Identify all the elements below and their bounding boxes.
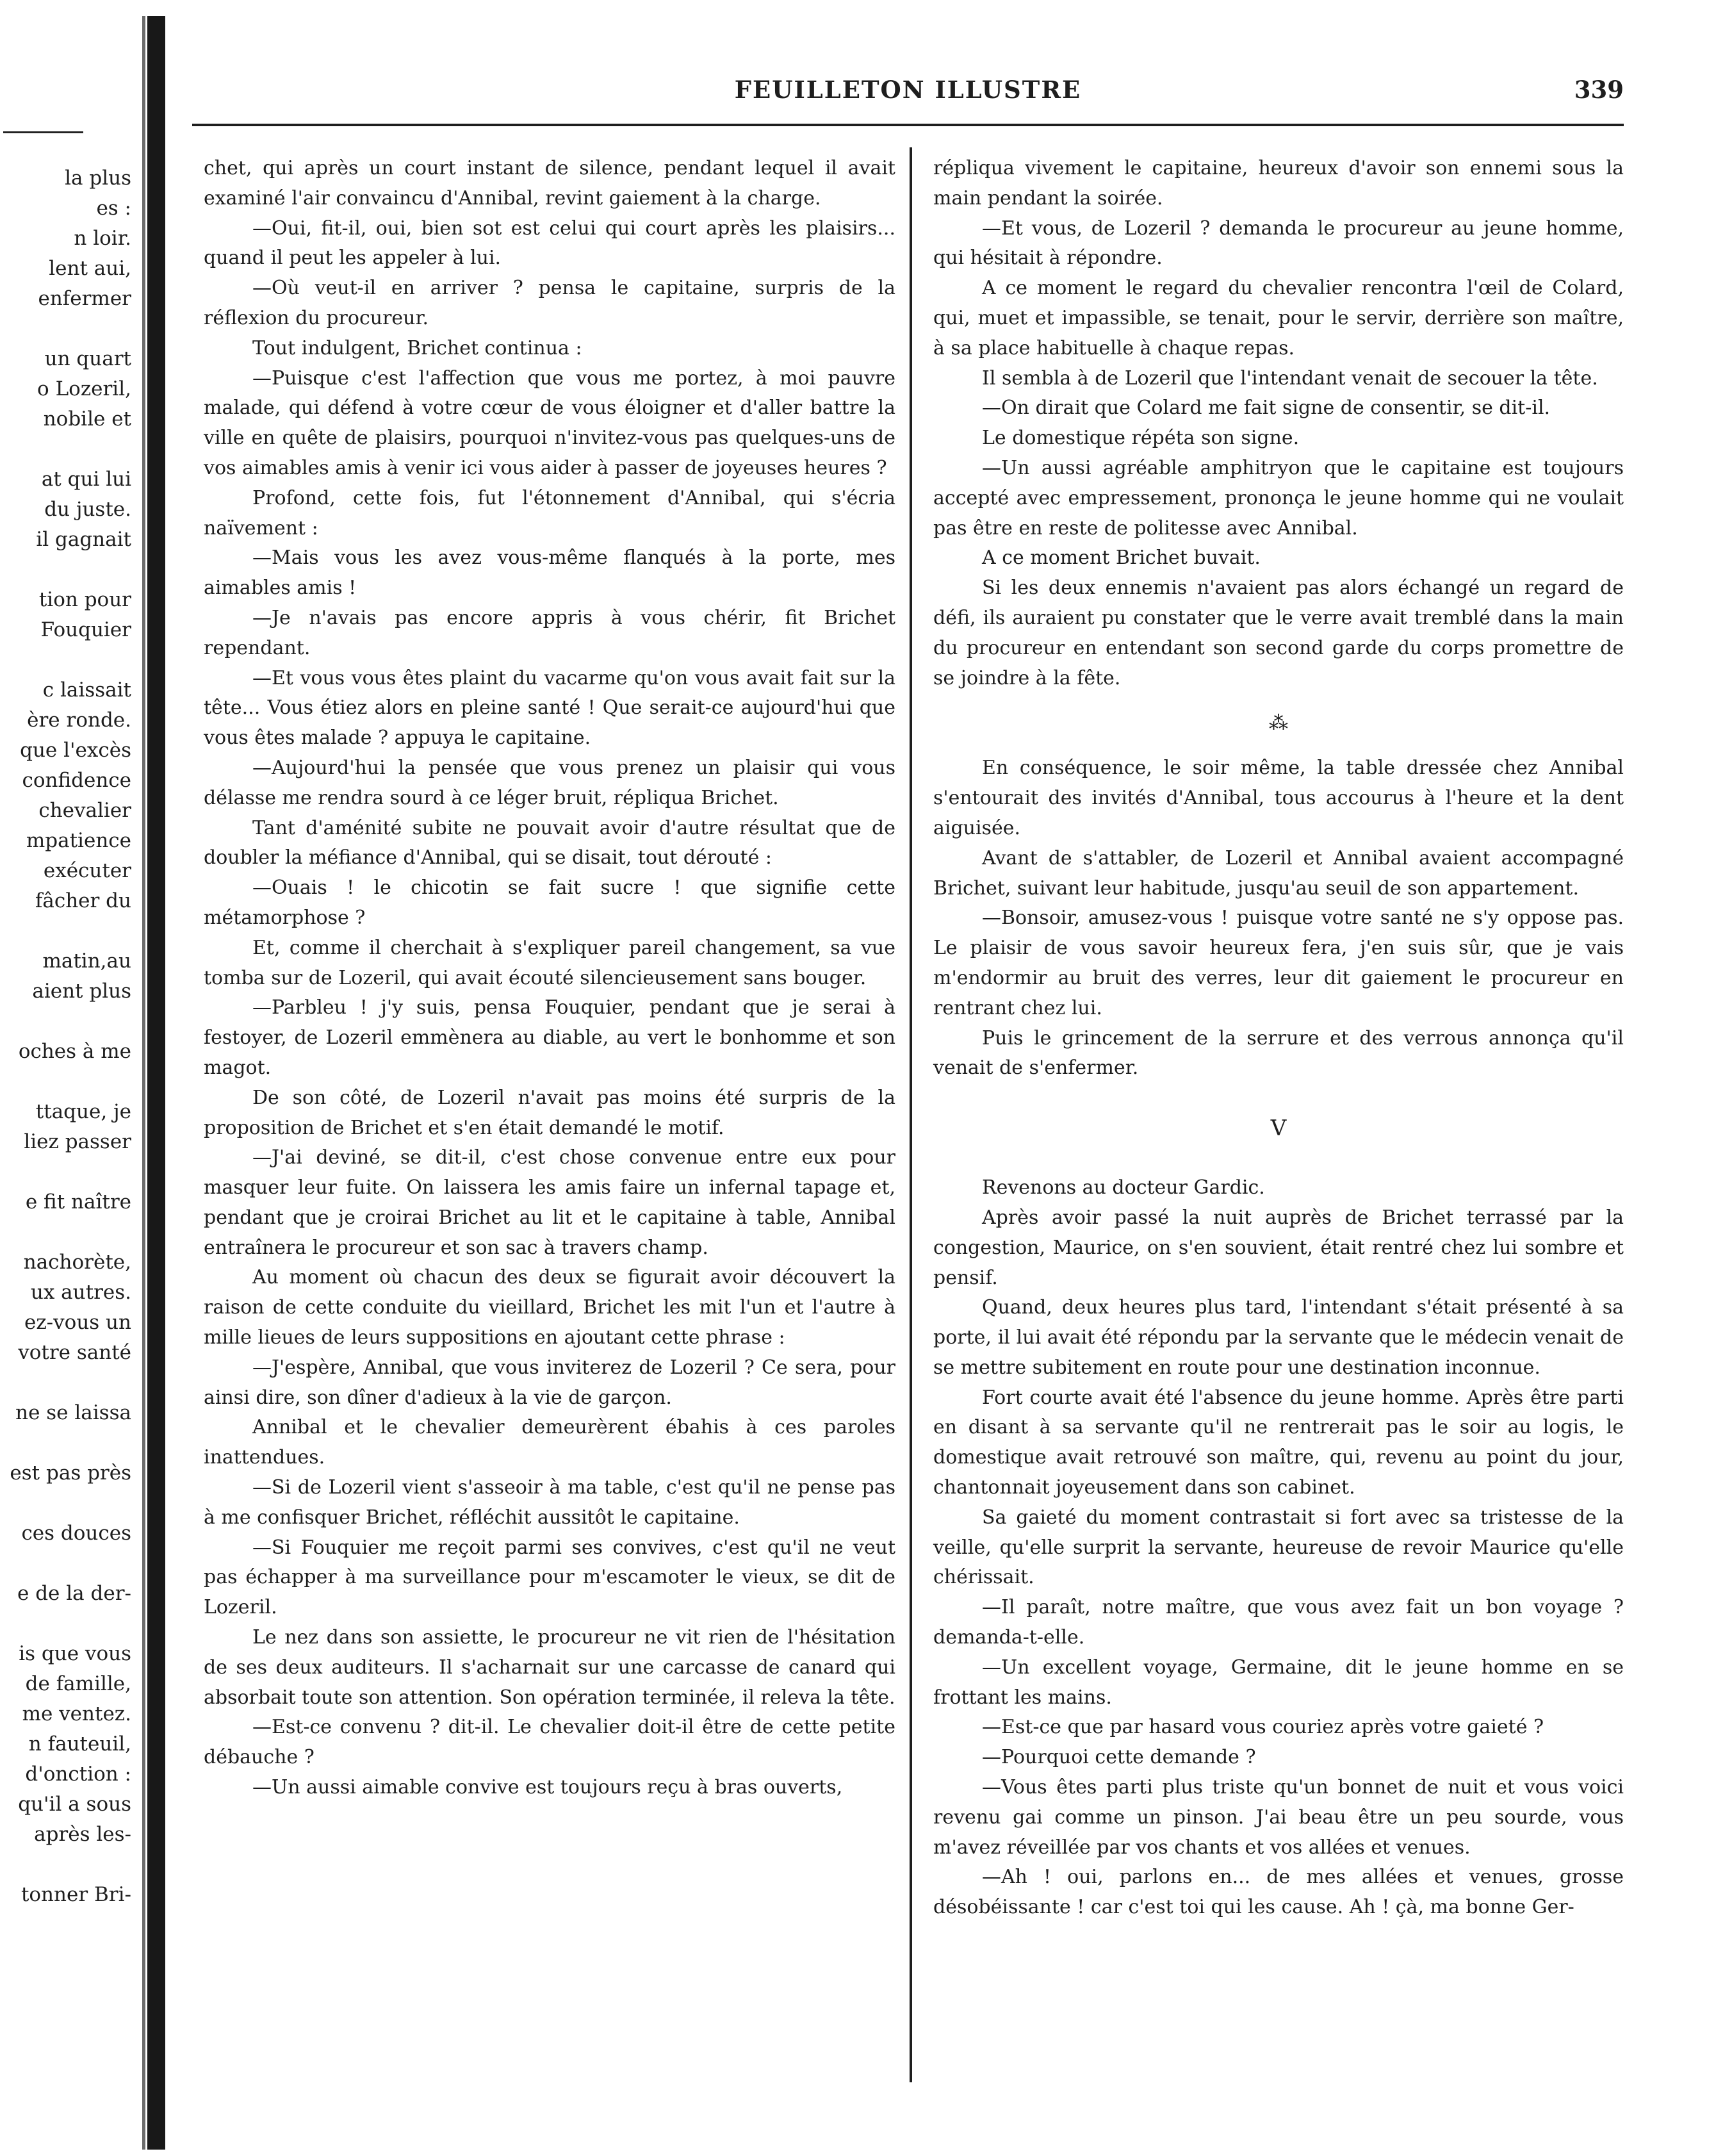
paragraph: —Où veut-il en arriver ? pensa le capitaine, surpris de la réflexion du procureur. — [204, 277, 895, 329]
fragment-line: ces douces — [21, 1522, 131, 1545]
paragraph: A ce moment Brichet buvait. — [982, 547, 1261, 570]
paragraph: —Un aussi aimable convive est toujours reçu à bras ouverts, — [252, 1776, 843, 1799]
fragment-line — [0, 1007, 131, 1037]
fragment-line: d'onction : — [25, 1763, 131, 1786]
asterism-separator: ⁂ — [1269, 712, 1288, 735]
paragraph: —Pourquoi cette demande ? — [982, 1746, 1256, 1769]
paragraph: Après avoir passé la nuit auprès de Brichet terrassé par la congestion, Maurice, on s'en souvient, était rentré chez lui sombre et pensif. — [933, 1206, 1624, 1289]
paragraph: Le nez dans son assiette, le procureur ne vit rien de l'hésitation de ses deux auditeurs. Il s'acharnait sur une carcasse de canard qui absorbait toute son attention. Son opération terminée, il releva la tête. — [204, 1626, 895, 1709]
paragraph: —Et vous, de Lozeril ? demanda le procureur au jeune homme, qui hésitait à répondre. — [933, 217, 1624, 270]
fragment-line — [0, 1368, 131, 1398]
fragment-line — [0, 1850, 131, 1880]
paragraph: Et, comme il cherchait à s'expliquer pareil changement, sa vue tomba sur de Lozeril, qui avait écouté silencieusement sans bouger. — [204, 936, 895, 989]
fragment-line: is que vous — [19, 1642, 131, 1665]
fragment-line — [0, 1157, 131, 1187]
paragraph: —Si Fouquier me reçoit parmi ses convives, c'est qu'il ne veut pas échapper à ma surveillance pour m'escamoter le vieux, se dit de Lozeril. — [204, 1536, 895, 1619]
paragraph: —Vous êtes parti plus triste qu'un bonnet de nuit et vous voici revenu gai comme un pinson. J'ai beau être un peu sourde, vous m'avez réveillée par vos chants et vos allées et venues. — [933, 1776, 1624, 1859]
fragment-line — [0, 1609, 131, 1639]
fragment-line: qu'il a sous — [18, 1793, 131, 1816]
fragment-line: matin,au — [42, 950, 131, 973]
fragment-line: confidence — [22, 769, 131, 792]
fragment-line: tion pour — [38, 588, 131, 611]
fragment-line: n fauteuil, — [28, 1732, 131, 1756]
paragraph: A ce moment le regard du chevalier rencontra l'œil de Colard, qui, muet et impassible, se tenait, pour le servir, derrière son maître, à sa place habituelle à chaque repas. — [933, 277, 1624, 359]
fragment-line — [0, 555, 131, 585]
fragment-line: enfermer — [38, 287, 131, 310]
fragment-line: que l'excès — [20, 739, 131, 762]
paragraph: Fort courte avait été l'absence du jeune homme. Après être parti en disant à sa servante qu'il ne rentrerait pas le soir au logis, le domestique avait retrouvé son maître, qui, revenu au point du jour, chantonnait joyeusement dans son cabinet. — [933, 1386, 1624, 1499]
column-rule — [910, 147, 912, 2082]
fragment-line: es : — [96, 197, 131, 220]
fragment-rule — [3, 131, 83, 133]
paragraph: —Oui, fit-il, oui, bien sot est celui qui court après les plaisirs... quand il peut les appeler à lui. — [204, 217, 895, 270]
paragraph: En conséquence, le soir même, la table dressée chez Annibal s'entourait des invités d'Annibal, tous accourus à l'heure et la dent aiguisée. — [933, 757, 1624, 839]
paragraph: De son côté, de Lozeril n'avait pas moins été surpris de la proposition de Brichet et s'en était demandé le motif. — [204, 1086, 895, 1139]
paragraph: chet, qui après un court instant de silence, pendant lequel il avait examiné l'air convaincu d'Annibal, revint gaiement à la charge. — [204, 157, 895, 210]
paragraph: —Parbleu ! j'y suis, pensa Fouquier, pendant que je serai à festoyer, de Lozeril emmènera au diable, au vert le bonhomme et son magot. — [204, 996, 895, 1079]
page-header-title: FEUILLETON ILLUSTRE — [734, 76, 1082, 104]
paragraph: —J'espère, Annibal, que vous inviterez de Lozeril ? Ce sera, pour ainsi dire, son dîner d'adieux à la vie de garçon. — [204, 1356, 895, 1409]
fragment-line: la plus — [65, 167, 131, 190]
paragraph: —Est-ce convenu ? dit-il. Le chevalier doit-il être de cette petite débauche ? — [204, 1716, 895, 1769]
fragment-line: at qui lui — [41, 468, 131, 491]
paragraph: Avant de s'attabler, de Lozeril et Annibal avaient accompagné Brichet, suivant leur habitude, jusqu'au seuil de son appartement. — [933, 846, 1624, 900]
right-column-middle — [933, 753, 1624, 1083]
paragraph: —Est-ce que par hasard vous couriez après votre gaieté ? — [982, 1716, 1544, 1739]
binding-edge — [142, 16, 145, 2150]
fragment-line: tonner Bri- — [20, 1883, 131, 1906]
fragment-line — [0, 1067, 131, 1097]
fragment-line — [0, 434, 131, 465]
running-head — [192, 76, 1624, 114]
paragraph: —Bonsoir, amusez-vous ! puisque votre santé ne s'y oppose pas. Le plaisir de vous savoir heureux fera, j'en suis sûr, que je vais m'endormir au bruit des verres, leur dit gaiement le procureur en rentrant chez lui. — [933, 907, 1624, 1019]
paragraph: —J'ai deviné, se dit-il, c'est chose convenue entre eux pour masquer leur fuite. On laissera les amis faire un infernal tapage et, pendant que je croirai Brichet au lit et le capitaine à table, Annibal entraînera le procureur et son sac à travers champ. — [204, 1146, 895, 1259]
fragment-line: nachorète, — [23, 1251, 131, 1274]
fragment-line: ux autres. — [30, 1281, 131, 1304]
paragraph: Tant d'aménité subite ne pouvait avoir d'autre résultat que de doubler la méfiance d'Annibal, qui se disait, tout dérouté : — [204, 816, 895, 869]
fragment-line: c laissait — [42, 679, 131, 702]
fragment-line: mpatience — [26, 829, 131, 852]
fragment-line — [0, 1217, 131, 1247]
fragment-line — [0, 1488, 131, 1518]
paragraph: Annibal et le chevalier demeurèrent ébahis à ces paroles inattendues. — [204, 1416, 895, 1469]
fragment-line: du juste. — [44, 498, 131, 521]
paragraph: Au moment où chacun des deux se figurait avoir découvert la raison de cette conduite du vieillard, Brichet les mit l'un et l'autre à mille lieues de leurs suppositions en ajoutant cette phrase : — [204, 1266, 895, 1349]
paragraph: Sa gaieté du moment contrastait si fort avec sa tristesse de la veille, qu'elle surprit la servante, heureuse de revoir Maurice qu'elle chérissait. — [933, 1506, 1624, 1589]
paragraph: —Puisque c'est l'affection que vous me portez, à moi pauvre malade, qui défend à votre cœur de vous éloigner et d'aller battre la ville en quête de plaisirs, pourquoi n'invitez-vous pas quelques-uns de vos aimables amis à venir ici vous aider à passer de joyeuses heures ? — [204, 366, 895, 479]
header-rule — [192, 124, 1624, 126]
fragment-line: ez-vous un — [24, 1311, 131, 1334]
previous-page-fragment — [0, 163, 131, 1910]
fragment-line: e de la der- — [17, 1582, 131, 1605]
fragment-line: un quart — [44, 347, 131, 370]
paragraph: Si les deux ennemis n'avaient pas alors échangé un regard de défi, ils auraient pu constater que le verre avait tremblé dans la main du procureur en entendant son second garde du corps promettre de se joindre à la fête. — [933, 577, 1624, 689]
fragment-line: Fouquier — [40, 618, 131, 641]
paragraph: —Et vous vous êtes plaint du vacarme qu'on vous avait fait sur la tête... Vous étiez alors en pleine santé ! Que serait-ce aujourd'hui que vous êtes malade ? appuya le capitaine. — [204, 666, 895, 750]
fragment-line: liez passer — [24, 1130, 131, 1153]
fragment-line: o Lozeril, — [37, 377, 131, 400]
fragment-line: aient plus — [32, 980, 131, 1003]
fragment-line: ère ronde. — [27, 709, 131, 732]
left-column — [204, 154, 895, 1803]
binding-gutter — [147, 16, 165, 2150]
fragment-line — [0, 645, 131, 675]
paragraph: —Je n'avais pas encore appris à vous chérir, fit Brichet rependant. — [204, 606, 895, 659]
paragraph: Revenons au docteur Gardic. — [982, 1176, 1265, 1199]
paragraph: —On dirait que Colard me fait signe de consentir, se dit-il. — [982, 397, 1551, 420]
paragraph: —Ouais ! le chicotin se fait sucre ! que signifie cette métamorphose ? — [204, 876, 895, 929]
fragment-line — [0, 916, 131, 946]
fragment-line: exécuter — [43, 859, 131, 882]
fragment-line: nobile et — [43, 407, 131, 431]
paragraph: Il sembla à de Lozeril que l'intendant venait de secouer la tête. — [982, 366, 1598, 390]
paragraph: —Si de Lozeril vient s'asseoir à ma table, c'est qu'il ne pense pas à me confisquer Brichet, réfléchit aussitôt le capitaine. — [204, 1476, 895, 1529]
fragment-line: fâcher du — [35, 889, 131, 912]
fragment-line — [0, 314, 131, 344]
paragraph: Puis le grincement de la serrure et des verrous annonça qu'il venait de s'enfermer. — [933, 1026, 1624, 1080]
fragment-line: de famille, — [25, 1672, 131, 1695]
fragment-line: est pas près — [10, 1461, 131, 1485]
fragment-line: oches à me — [18, 1040, 131, 1063]
fragment-line: il gagnait — [36, 528, 131, 551]
fragment-line — [0, 1549, 131, 1579]
fragment-line: n loir. — [74, 227, 131, 250]
fragment-line: ne se laissa — [15, 1401, 131, 1424]
fragment-line — [0, 1428, 131, 1458]
right-column-top — [933, 154, 1624, 693]
paragraph: —Un excellent voyage, Germaine, dit le jeune homme en se frottant les mains. — [933, 1656, 1624, 1709]
paragraph: Le domestique répéta son signe. — [982, 427, 1300, 450]
fragment-line: chevalier — [38, 799, 131, 822]
fragment-line: lent aui, — [49, 257, 131, 280]
page-number: 339 — [1574, 76, 1624, 104]
paragraph: répliqua vivement le capitaine, heureux d'avoir son ennemi sous la main pendant la soirée. — [933, 157, 1624, 210]
fragment-line: ttaque, je — [35, 1100, 131, 1123]
paragraph: Tout indulgent, Brichet continua : — [252, 336, 582, 359]
right-column-bottom — [933, 1173, 1624, 1923]
fragment-line: e fit naître — [25, 1190, 131, 1214]
fragment-line: après les- — [34, 1823, 131, 1846]
paragraph: —Un aussi agréable amphitryon que le capitaine est toujours accepté avec empressement, prononça le jeune homme qui ne voulait pas être en reste de politesse avec Annibal. — [933, 456, 1624, 539]
paragraph: —Aujourd'hui la pensée que vous prenez un plaisir qui vous délasse me rendra sourd à ce léger bruit, répliqua Brichet. — [204, 756, 895, 809]
fragment-line: votre santé — [18, 1341, 131, 1364]
paragraph: Quand, deux heures plus tard, l'intendant s'était présenté à sa porte, il lui avait été répondu par la servante que le médecin venait de se mettre subitement en route pour une destination inconnue. — [933, 1296, 1624, 1379]
paragraph: Profond, cette fois, fut l'étonnement d'Annibal, qui s'écria naïvement : — [204, 486, 895, 539]
paragraph: —Ah ! oui, parlons en... de mes allées et venues, grosse désobéissante ! car c'est toi qui les cause. Ah ! çà, ma bonne Ger- — [933, 1866, 1624, 1919]
fragment-line: me ventez. — [22, 1702, 131, 1725]
paragraph: —Mais vous les avez vous-même flanqués à la porte, mes aimables amis ! — [204, 547, 895, 600]
paragraph: —Il paraît, notre maître, que vous avez fait un bon voyage ? demanda-t-elle. — [933, 1596, 1624, 1649]
section-heading: V — [1270, 1115, 1287, 1142]
right-column — [933, 154, 1624, 1923]
